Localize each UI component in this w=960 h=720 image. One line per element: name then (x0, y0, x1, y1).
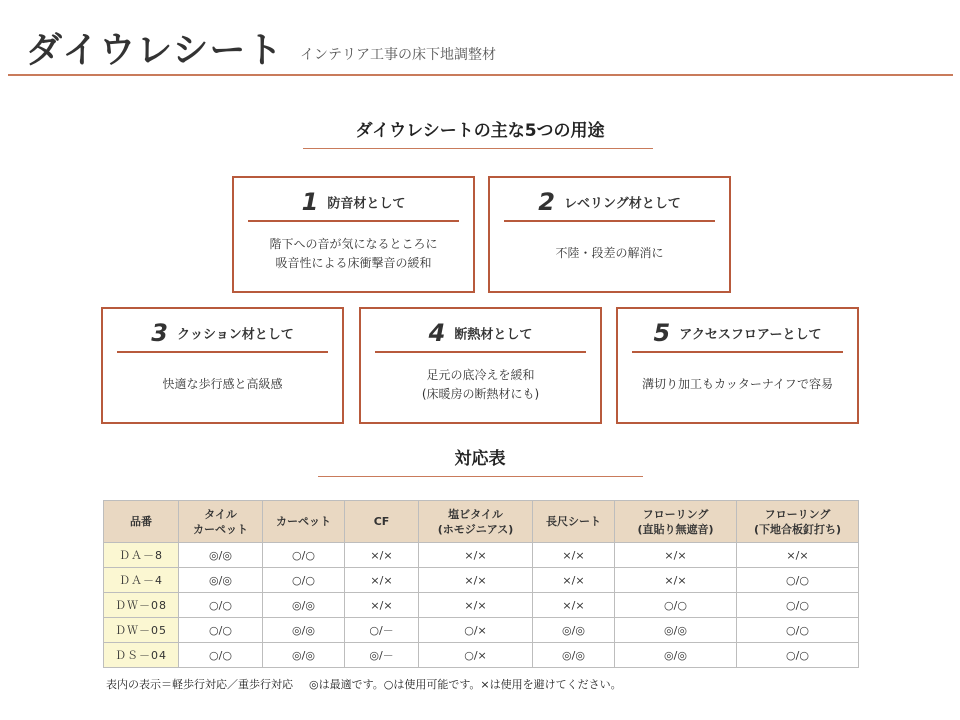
page-title: ダイウレシート (26, 30, 284, 71)
footnote-symbol-legend: ◎は最適です。○は使用可能です。×は使用を避けてください。 (309, 678, 622, 691)
use-card-4-number: 4 (428, 319, 446, 347)
use-card-1-title: 防音材として (327, 196, 406, 212)
use-card-3-number: 3 (151, 319, 168, 347)
table-cell: ○/－ (345, 618, 419, 643)
use-card-3-header (103, 319, 342, 347)
use-card-5-body: 溝切り加工もカッターナイフで容易 (641, 377, 834, 391)
table-row (104, 643, 859, 668)
product-code-cell: ＤＳ－04 (104, 643, 179, 668)
table-cell: ×/× (533, 568, 615, 593)
table-row (104, 593, 859, 618)
table-cell: ×/× (737, 543, 859, 568)
use-card-5-header (618, 319, 857, 347)
table-row (104, 543, 859, 568)
table-cell: ◎/◎ (533, 618, 615, 643)
use-card-3 (101, 307, 344, 424)
use-card-2-number: 2 (538, 188, 555, 216)
column-header: CF (345, 501, 419, 543)
table-cell: ×/× (419, 568, 533, 593)
column-header: 塩ビタイル (ホモジニアス) (419, 501, 533, 543)
use-card-4 (359, 307, 602, 424)
use-card-5 (616, 307, 859, 424)
table-cell: ○/○ (737, 643, 859, 668)
table-heading-rule (318, 476, 643, 477)
uses-heading: ダイウレシートの主な5つの用途 (355, 121, 605, 141)
table-cell: ○/○ (615, 593, 737, 618)
table-cell: ◎/－ (345, 643, 419, 668)
table-cell: ×/× (419, 593, 533, 618)
table-cell: ×/× (419, 543, 533, 568)
column-header: 長尺シート (533, 501, 615, 543)
table-row (104, 568, 859, 593)
table-cell: ×/× (615, 568, 737, 593)
use-card-1-number: 1 (301, 188, 319, 216)
table-cell: ◎/◎ (263, 593, 345, 618)
use-card-4-title: 断熱材として (454, 327, 533, 343)
table-cell: ×/× (533, 543, 615, 568)
table-heading: 対応表 (454, 449, 506, 469)
table-header-row (104, 501, 859, 543)
table-cell: ○/× (419, 643, 533, 668)
use-card-5-number: 5 (653, 319, 671, 347)
page-subtitle: インテリア工事の床下地調整材 (300, 47, 496, 63)
column-header: 品番 (104, 501, 179, 543)
legend-footnote (106, 676, 622, 692)
use-card-3-title: クッション材として (177, 327, 294, 343)
table-cell: ○/○ (737, 618, 859, 643)
product-code-cell: ＤＷ－05 (104, 618, 179, 643)
table-cell: ○/○ (179, 618, 263, 643)
table-cell: ◎/◎ (615, 618, 737, 643)
column-header: タイル カーペット (179, 501, 263, 543)
table-cell: ○/○ (179, 593, 263, 618)
table-cell: ×/× (345, 543, 419, 568)
use-card-2 (488, 176, 731, 293)
use-card-1 (232, 176, 475, 293)
product-code-cell: ＤＷ－08 (104, 593, 179, 618)
use-card-3-body: 快適な歩行感と高級感 (162, 377, 283, 391)
product-code-cell: ＤＡ－8 (104, 543, 179, 568)
column-header: カーペット (263, 501, 345, 543)
product-code-cell: ＤＡ－4 (104, 568, 179, 593)
table-cell: ◎/◎ (179, 568, 263, 593)
table-cell: ×/× (533, 593, 615, 618)
table-cell: ◎/◎ (263, 618, 345, 643)
use-card-4-body: 足元の底冷えを緩和 (床暖房の断熱材にも) (421, 367, 540, 401)
table-cell: ◎/◎ (179, 543, 263, 568)
use-card-1-header (234, 188, 473, 216)
table-cell: ○/○ (263, 543, 345, 568)
table-cell: ○/× (419, 618, 533, 643)
column-header: フローリング (直貼り無遮音) (615, 501, 737, 543)
table-cell: ×/× (345, 568, 419, 593)
table-cell: ○/○ (737, 568, 859, 593)
use-card-1-body: 階下への音が気になるところに 吸音性による床衝撃音の緩和 (269, 236, 438, 270)
table-cell: ×/× (615, 543, 737, 568)
use-card-2-body: 不陸・段差の解消に (555, 246, 664, 260)
use-card-4-header (361, 319, 600, 347)
use-card-2-header (490, 188, 729, 216)
table-cell: ◎/◎ (533, 643, 615, 668)
table-cell: ×/× (345, 593, 419, 618)
compatibility-table (103, 500, 859, 668)
table-row (104, 618, 859, 643)
column-header: フローリング (下地合板釘打ち) (737, 501, 859, 543)
uses-heading-rule (303, 148, 653, 149)
table-cell: ○/○ (263, 568, 345, 593)
use-card-2-title: レベリング材として (564, 196, 681, 212)
use-card-5-title: アクセスフロアーとして (679, 327, 822, 343)
table-cell: ○/○ (179, 643, 263, 668)
footnote-display-format: 表内の表示＝軽歩行対応／重歩行対応 (106, 678, 293, 691)
table-cell: ◎/◎ (263, 643, 345, 668)
header-divider (8, 74, 953, 76)
table-cell: ○/○ (737, 593, 859, 618)
table-cell: ◎/◎ (615, 643, 737, 668)
